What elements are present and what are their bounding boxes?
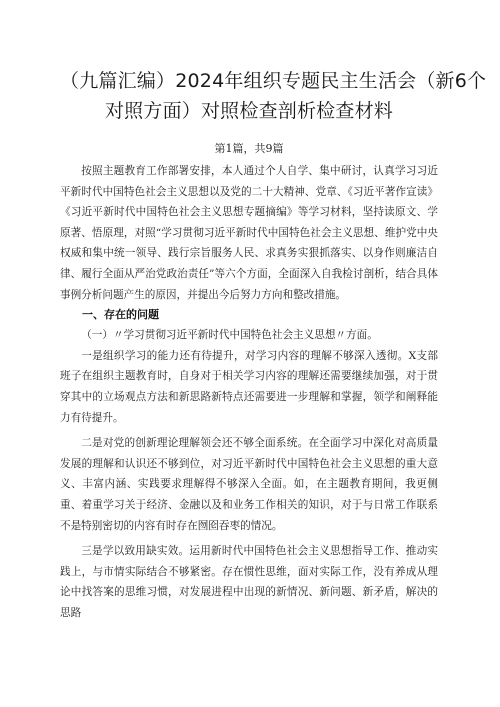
body-paragraph: 二是对党的创新理论理解领会还不够全面系统。在全面学习中深化对高质量发展的理解和认识还不够到位，对习近平新时代中国特色社会主义思想的重大意义、丰富内涵、实践要求理解得不够深入全面。如，在主题教育期间，我更侧重、着重学习关于经济、金融以及和业务工作相关的知识，对于与日常工作联系不是特别密切的内容有时存在囫囵吞枣的情况。 — [60, 437, 438, 532]
body-paragraph: 一是组织学习的能力还有待提升，对学习内容的理解不够深入透彻。X支部班子在组织主题教育时，自身对于相关学习内容的理解还需要继续加强，对于贯穿其中的立场观点方法和新思路新特点还需要进一步理解和掌握，领学和阐释能力有待提升。 — [60, 349, 438, 424]
document-title-line-1: （九篇汇编）2024年组织专题民主生活会（新6个 — [60, 70, 487, 92]
document-title-line-2: 对照方面）对照检查剖析检查材料 — [104, 100, 393, 122]
intro-paragraph: 按照主题教育工作部署安排，本人通过个人自学、集中研讨，认真学习习近平新时代中国特色社会主义思想以及党的二十大精神、党章、《习近平著作宣读》《习近平新时代中国特色社会主义思想专题摘编》等学习材料，坚持读原文、学原著、悟原理，对照“学习贯彻习近平新时代中国特色社会主义思想、维护党中央权威和集中统一领导、践行宗旨服务人民、求真务实狠抓落实、以身作则廉洁自律、履行全面从严治党政治责任”等六个方面，全面深入自我检讨剖析，结合具体事例分析问题产生的原因，并提出今后努力方向和整改措施。 — [60, 165, 438, 301]
section-heading: 一、存在的问题 — [82, 308, 159, 322]
document-title — [60, 66, 487, 126]
body-paragraph: 三是学以致用缺实效。运用新时代中国特色社会主义思想指导工作、推动实践上，与市情实际结合不够紧密。存在惯性思维，面对实际工作，没有养成从理论中找答案的思维习惯，对发展进程中出现的新情况、新问题、新矛盾，解决的思路 — [60, 545, 438, 619]
subsection-heading: （一）〃学习贯彻习近平新时代中国特色社会主义思想〃方面。 — [81, 329, 378, 342]
document-body — [60, 161, 438, 623]
page-counter: 第1篇，共9篇 — [214, 142, 284, 155]
